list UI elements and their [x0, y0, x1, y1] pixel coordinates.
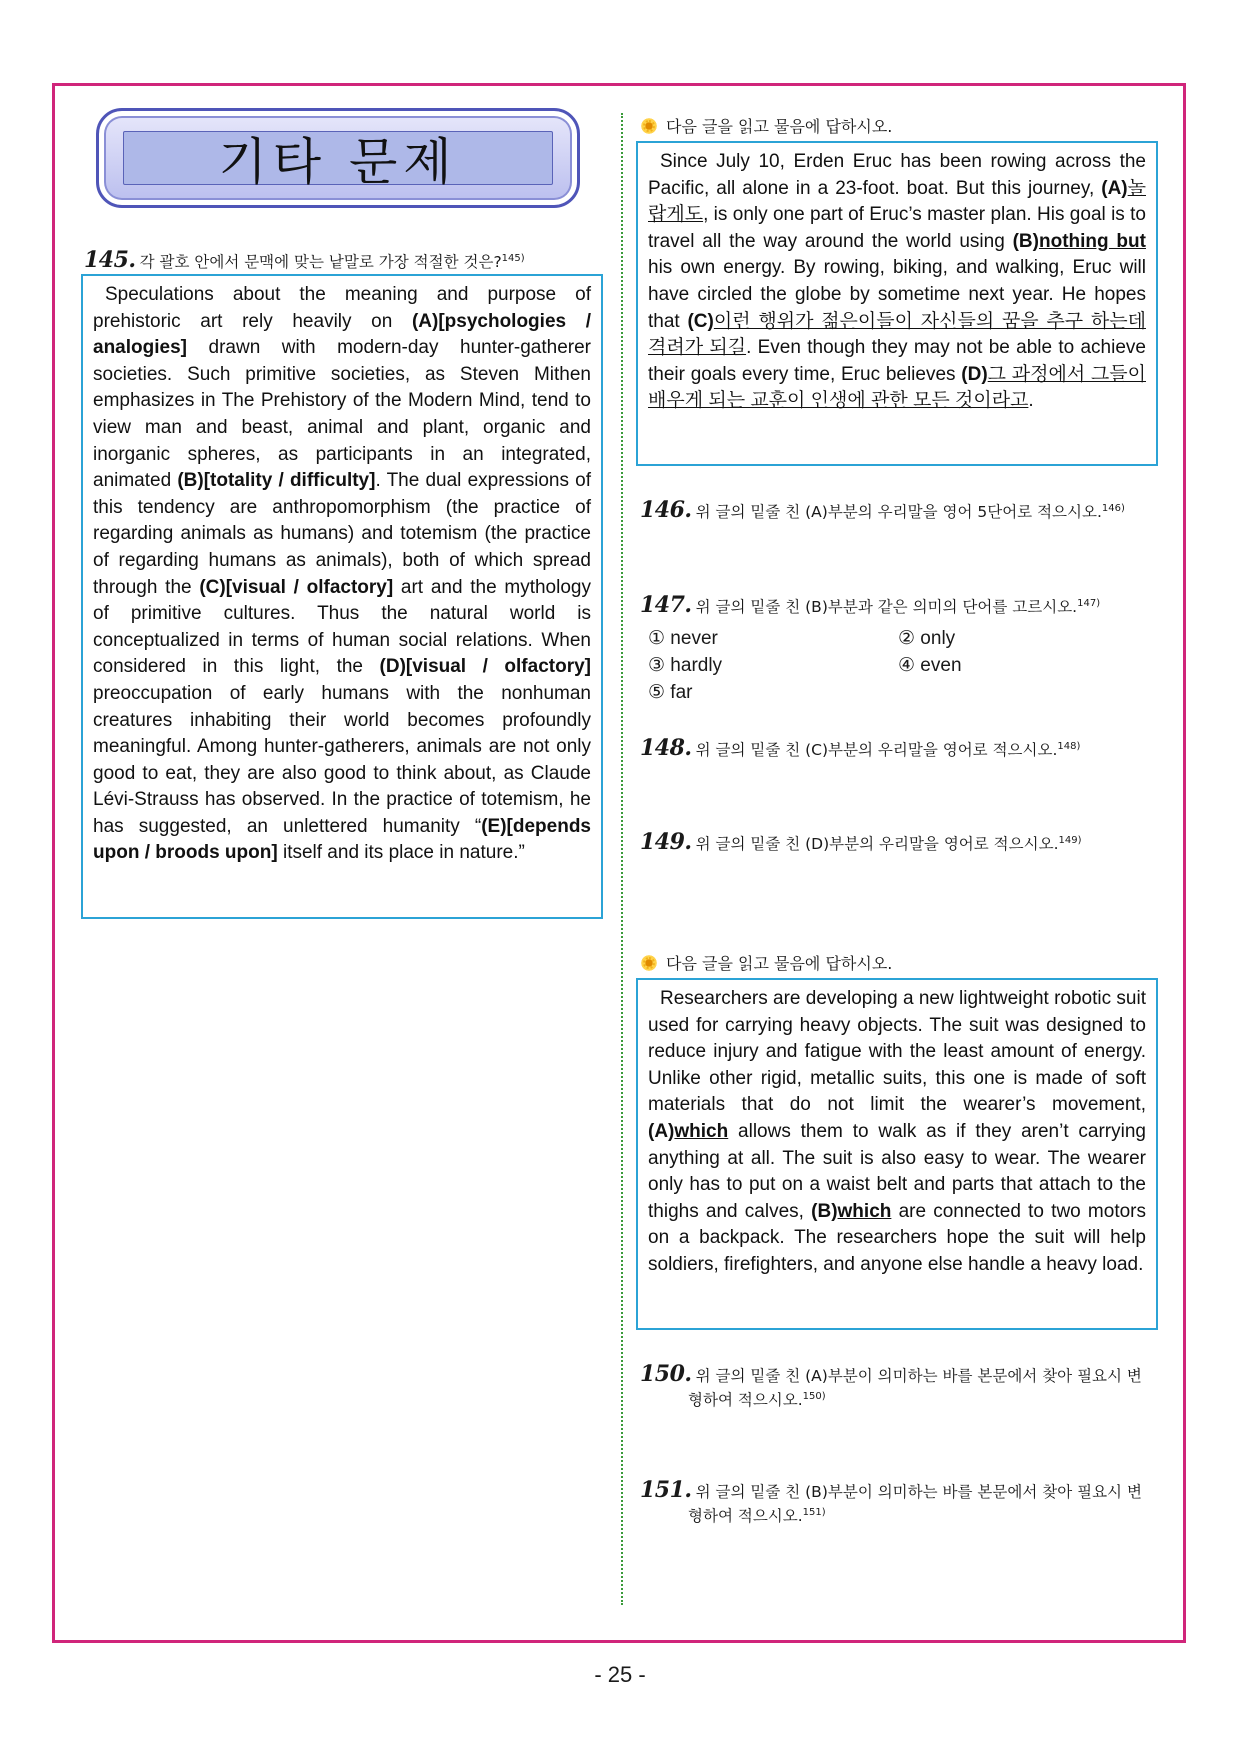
underlined-a: which — [674, 1120, 729, 1142]
option-2[interactable]: ② only — [898, 628, 956, 649]
passage-segment: art and the mythology of primitive cultures. Thus the natural world is conceptualized in terms of human social relations. When considered in this light, the — [93, 576, 591, 678]
footnote-ref: 148) — [1057, 740, 1081, 752]
question-145 — [84, 246, 604, 276]
label-b: (B) — [811, 1200, 838, 1222]
question-147 — [640, 591, 1180, 621]
question-149 — [640, 828, 1180, 858]
passage-segment: allows them to walk as if they aren’t carrying anything at all. The suit is also easy to wear. The wearer only has to put on a waist belt and parts that attach to the thighs and calves, — [648, 1120, 1146, 1222]
question-number: 149. — [640, 829, 692, 855]
passage-segment: are connected to two motors on a backpack. The researchers hope the suit will help soldiers, firefighters, and anyone else handle a heavy load. — [648, 1200, 1146, 1275]
underlined-a: 놀랍게도 — [648, 177, 1146, 226]
label-a: (A) — [1101, 177, 1128, 199]
footnote-ref: 145) — [501, 252, 525, 264]
choice-c: (C)[visual / olfactory] — [199, 576, 394, 598]
question-prompt: 각 괄호 안에서 문맥에 맞는 낱말로 가장 적절한 것은? — [139, 253, 502, 271]
underlined-c: 이런 행위가 젊은이들이 자신들의 꿈을 추구 하는데 격려가 되길 — [648, 310, 1146, 359]
passage-segment: preoccupation of early humans with the nonhuman creatures inhabiting their world becomes profoundly meaningful. Among hunter-gatherers, animals are not only good to eat, they are also good to think about, as Claude Lévi-Strauss has observed. In the practice of totemism, he has suggested, an unlettered humanity “ — [93, 682, 591, 837]
instruction-2 — [640, 951, 892, 974]
question-number: 151. — [640, 1477, 692, 1503]
passage-box-145 — [81, 274, 603, 919]
question-number: 148. — [640, 735, 692, 761]
passage-segment: itself and its place in nature.” — [277, 842, 525, 864]
footnote-ref: 151) — [802, 1506, 826, 1518]
title-banner-inner — [123, 131, 553, 191]
question-prompt-cont: 형하여 적으시오. — [688, 1390, 803, 1409]
passage-segment: drawn with modern-day hunter-gatherer societies. Such primitive societies, as Steven Mithen emphasizes in The Prehistory of the Modern Mind, tend to view man and beast, animal and plant, organic and inorganic spheres, as participants in an integrated, animated — [93, 337, 591, 492]
question-prompt: 위 글의 밑줄 친 (B)부분과 같은 의미의 단어를 고르시오. — [695, 598, 1078, 616]
footnote-ref: 146) — [1101, 502, 1125, 514]
question-prompt: 위 글의 밑줄 친 (C)부분의 우리말을 영어로 적으시오. — [695, 741, 1058, 759]
choice-b: (B)[totality / difficulty] — [177, 470, 376, 492]
question-148 — [640, 734, 1180, 764]
question-number: 146. — [640, 497, 692, 523]
option-3[interactable]: ③ hardly — [648, 655, 723, 676]
choice-e: (E)[depends upon / broods upon] — [93, 815, 591, 864]
page-number: - 25 - — [594, 1662, 646, 1687]
label-c: (C) — [687, 310, 714, 332]
column-divider — [621, 113, 623, 1605]
question-prompt-cont: 형하여 적으시오. — [688, 1506, 803, 1525]
question-150 — [640, 1360, 1180, 1411]
question-prompt: 위 글의 밑줄 친 (D)부분의 우리말을 영어로 적으시오. — [695, 835, 1059, 853]
option-4[interactable]: ④ even — [898, 655, 962, 676]
question-number: 145. — [84, 247, 136, 273]
passage-segment: Since July 10, Erden Eruc has been rowing across the Pacific, all alone in a 23-foot. boat. But this journey, — [648, 151, 1146, 199]
page-title: 기타 문제 — [218, 133, 458, 191]
instruction-text: 다음 글을 읽고 물음에 답하시오. — [666, 954, 893, 973]
footnote-ref: 149) — [1058, 834, 1082, 846]
passage-segment: his own energy. By rowing, biking, and walking, Eruc will have circled the globe by sometime next year. He hopes that — [648, 257, 1146, 332]
passage-segment: . The dual expressions of this tendency are anthropomorphism (the practice of regarding animals as humans) and totemism (the practice of regarding humans as animals), both of which spread through the — [93, 470, 591, 598]
passage-segment: Speculations about the meaning and purpose of prehistoric art rely heavily on — [93, 284, 591, 332]
footnote-ref: 147) — [1077, 597, 1101, 609]
title-banner — [96, 108, 580, 208]
option-5[interactable]: ⑤ far — [648, 682, 693, 703]
underlined-d: 그 과정에서 그들이 배우게 되는 교훈이 인생에 관한 모든 것이라고 — [648, 363, 1146, 412]
label-b: (B) — [1012, 230, 1039, 252]
passage-segment: , is only one part of Eruc’s master plan. His goal is to travel all the way around the world using — [648, 204, 1146, 252]
passage-segment: . — [1028, 390, 1034, 412]
passage-box-3 — [636, 978, 1158, 1330]
instruction-text: 다음 글을 읽고 물음에 답하시오. — [666, 117, 893, 136]
question-146 — [640, 496, 1180, 526]
footnote-ref: 150) — [802, 1390, 826, 1402]
underlined-b: which — [837, 1200, 892, 1222]
passage-segment: . Even though they may not be able to achieve their goals every time, Eruc believes — [648, 337, 1146, 385]
question-prompt: 위 글의 밑줄 친 (A)부분이 의미하는 바를 본문에서 찾아 필요시 변 — [695, 1367, 1142, 1385]
label-d: (D) — [961, 363, 988, 385]
passage-box-2 — [636, 141, 1158, 466]
choice-a: (A)[psychologies / analogies] — [93, 310, 592, 359]
question-prompt: 위 글의 밑줄 친 (B)부분이 의미하는 바를 본문에서 찾아 필요시 변 — [695, 1483, 1142, 1501]
question-prompt: 위 글의 밑줄 친 (A)부분의 우리말을 영어 5단어로 적으시오. — [695, 503, 1102, 521]
instruction-1 — [640, 114, 892, 137]
passage-segment: Researchers are developing a new lightweight robotic suit used for carrying heavy objects. The suit was designed to reduce injury and fatigue with the least amount of energy. Unlike other rigid, metallic suits, this one is made of soft materials that do not limit the wearer’s movement, — [648, 988, 1146, 1116]
option-1[interactable]: ① never — [648, 628, 718, 649]
question-151 — [640, 1476, 1180, 1527]
label-a: (A) — [648, 1120, 675, 1142]
question-number: 150. — [640, 1361, 692, 1387]
question-number: 147. — [640, 592, 692, 618]
passage-text — [648, 986, 1146, 1279]
passage-text — [93, 282, 591, 867]
passage-text — [648, 149, 1146, 415]
underlined-b: nothing but — [1038, 230, 1146, 252]
flower-icon — [640, 954, 658, 972]
choice-d: (D)[visual / olfactory] — [379, 656, 591, 678]
flower-icon — [640, 117, 658, 135]
